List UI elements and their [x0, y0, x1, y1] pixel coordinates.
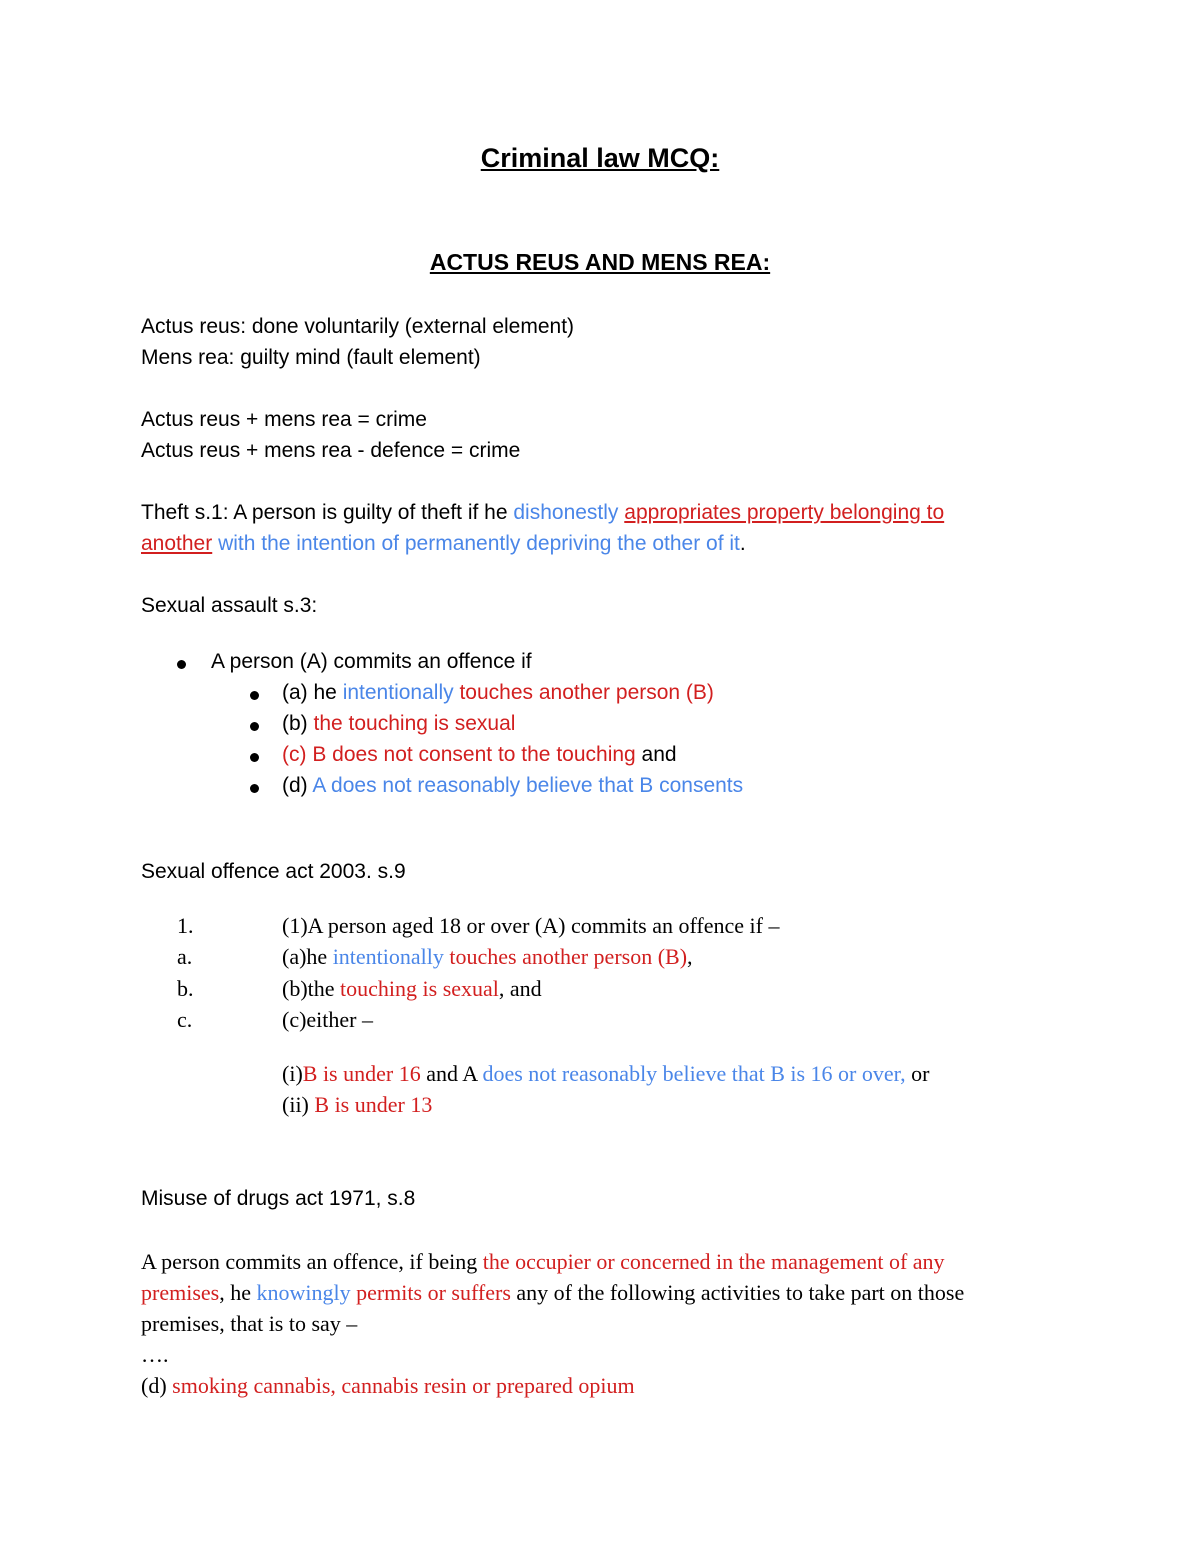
s9-ii-prefix: (ii)	[282, 1092, 315, 1117]
sexual-assault-b	[282, 708, 515, 739]
sa-a-intent: intentionally	[342, 681, 454, 704]
drugs-l2-blue: knowingly	[256, 1280, 351, 1305]
s9-ii-red: B is under 13	[314, 1092, 433, 1117]
s9-heading: Sexual offence act 2003. s.9	[141, 860, 406, 883]
drugs-line-3: premises, that is to say –	[141, 1311, 358, 1336]
drugs-l2-red2: permits or suffers	[356, 1280, 511, 1305]
sa-c-text: (c) B does not consent to the touching	[282, 743, 636, 766]
s9-a-touch: touches another person (B)	[443, 944, 688, 969]
drugs-l2-red: premises	[141, 1280, 220, 1305]
s9-b-end: , and	[498, 976, 542, 1001]
s9-i-blue: does not reasonably believe that B is 16 or over,	[482, 1061, 906, 1086]
sexual-assault-a	[282, 677, 714, 708]
drugs-heading: Misuse of drugs act 1971, s.8	[141, 1187, 416, 1210]
sa-a-touch: touches another person (B)	[453, 681, 714, 704]
sa-b-prefix: (b)	[282, 712, 314, 735]
s9-line-c: (c)either –	[282, 1007, 373, 1032]
theft-appropriates: appropriates property belonging to	[624, 501, 945, 524]
drugs-l1-prefix: A person commits an offence, if being	[141, 1249, 483, 1274]
s9-line-b	[282, 973, 542, 1004]
drugs-line-2	[141, 1277, 964, 1308]
s9-a-prefix: (a)he	[282, 944, 333, 969]
sa-c-and: and	[635, 743, 677, 766]
actus-reus-definition: Actus reus: done voluntarily (external element)	[141, 315, 575, 338]
drugs-l5-prefix: (d)	[141, 1373, 173, 1398]
sa-d-text: A does not reasonably believe that B consents	[312, 774, 744, 797]
formula-crime: Actus reus + mens rea = crime	[141, 408, 427, 431]
drugs-line-5	[141, 1370, 635, 1401]
theft-another: another	[141, 532, 213, 555]
bullet-icon	[250, 691, 259, 700]
sexual-assault-c	[282, 739, 677, 770]
drugs-l5-red: smoking cannabis, cannabis resin or prepared opium	[172, 1373, 635, 1398]
sa-b-text: the touching is sexual	[313, 712, 516, 735]
s9-line-a	[282, 941, 693, 972]
theft-intention: with the intention of permanently depriving the other of it	[212, 532, 740, 555]
s9-number-a: a.	[177, 944, 193, 969]
drugs-l2-mid: , he	[219, 1280, 257, 1305]
document-title: Criminal law MCQ:	[480, 143, 720, 173]
s9-i-prefix: (i)	[282, 1061, 303, 1086]
drugs-l1-red: the occupier or concerned in the management of any	[482, 1249, 945, 1274]
section-heading: ACTUS REUS AND MENS REA:	[429, 249, 771, 275]
formula-crime-defence: Actus reus + mens rea - defence = crime	[141, 439, 521, 462]
s9-i-end: or	[905, 1061, 930, 1086]
sexual-assault-heading: Sexual assault s.3:	[141, 594, 318, 617]
drugs-l2-end: any of the following activities to take part on those	[510, 1280, 965, 1305]
bullet-icon	[177, 660, 186, 669]
s9-number-1: 1.	[177, 913, 194, 938]
s9-line-i	[282, 1058, 929, 1089]
s9-a-intent: intentionally	[332, 944, 444, 969]
s9-b-prefix: (b)the	[282, 976, 341, 1001]
s9-a-end: ,	[687, 944, 693, 969]
theft-prefix: Theft s.1: A person is guilty of theft if he	[141, 501, 514, 524]
s9-i-red: B is under 16	[302, 1061, 421, 1086]
drugs-line-1	[141, 1246, 945, 1277]
sa-a-prefix: (a) he	[282, 681, 343, 704]
bullet-icon	[250, 753, 259, 762]
s9-line-ii	[282, 1089, 432, 1120]
s9-line-1: (1)A person aged 18 or over (A) commits an offence if –	[282, 913, 780, 938]
sexual-assault-d	[282, 770, 743, 801]
s9-number-c: c.	[177, 1007, 193, 1032]
mens-rea-definition: Mens rea: guilty mind (fault element)	[141, 346, 481, 369]
theft-line-2	[141, 528, 746, 559]
bullet-icon	[250, 784, 259, 793]
drugs-line-4: ….	[141, 1342, 169, 1367]
sexual-assault-main: A person (A) commits an offence if	[211, 650, 532, 673]
s9-i-mid: and A	[420, 1061, 483, 1086]
sa-d-prefix: (d)	[282, 774, 313, 797]
s9-b-text: touching is sexual	[340, 976, 499, 1001]
s9-number-b: b.	[177, 976, 194, 1001]
theft-line-1	[141, 497, 944, 528]
bullet-icon	[250, 722, 259, 731]
theft-end: .	[739, 532, 746, 555]
theft-dishonestly: dishonestly	[513, 501, 619, 524]
